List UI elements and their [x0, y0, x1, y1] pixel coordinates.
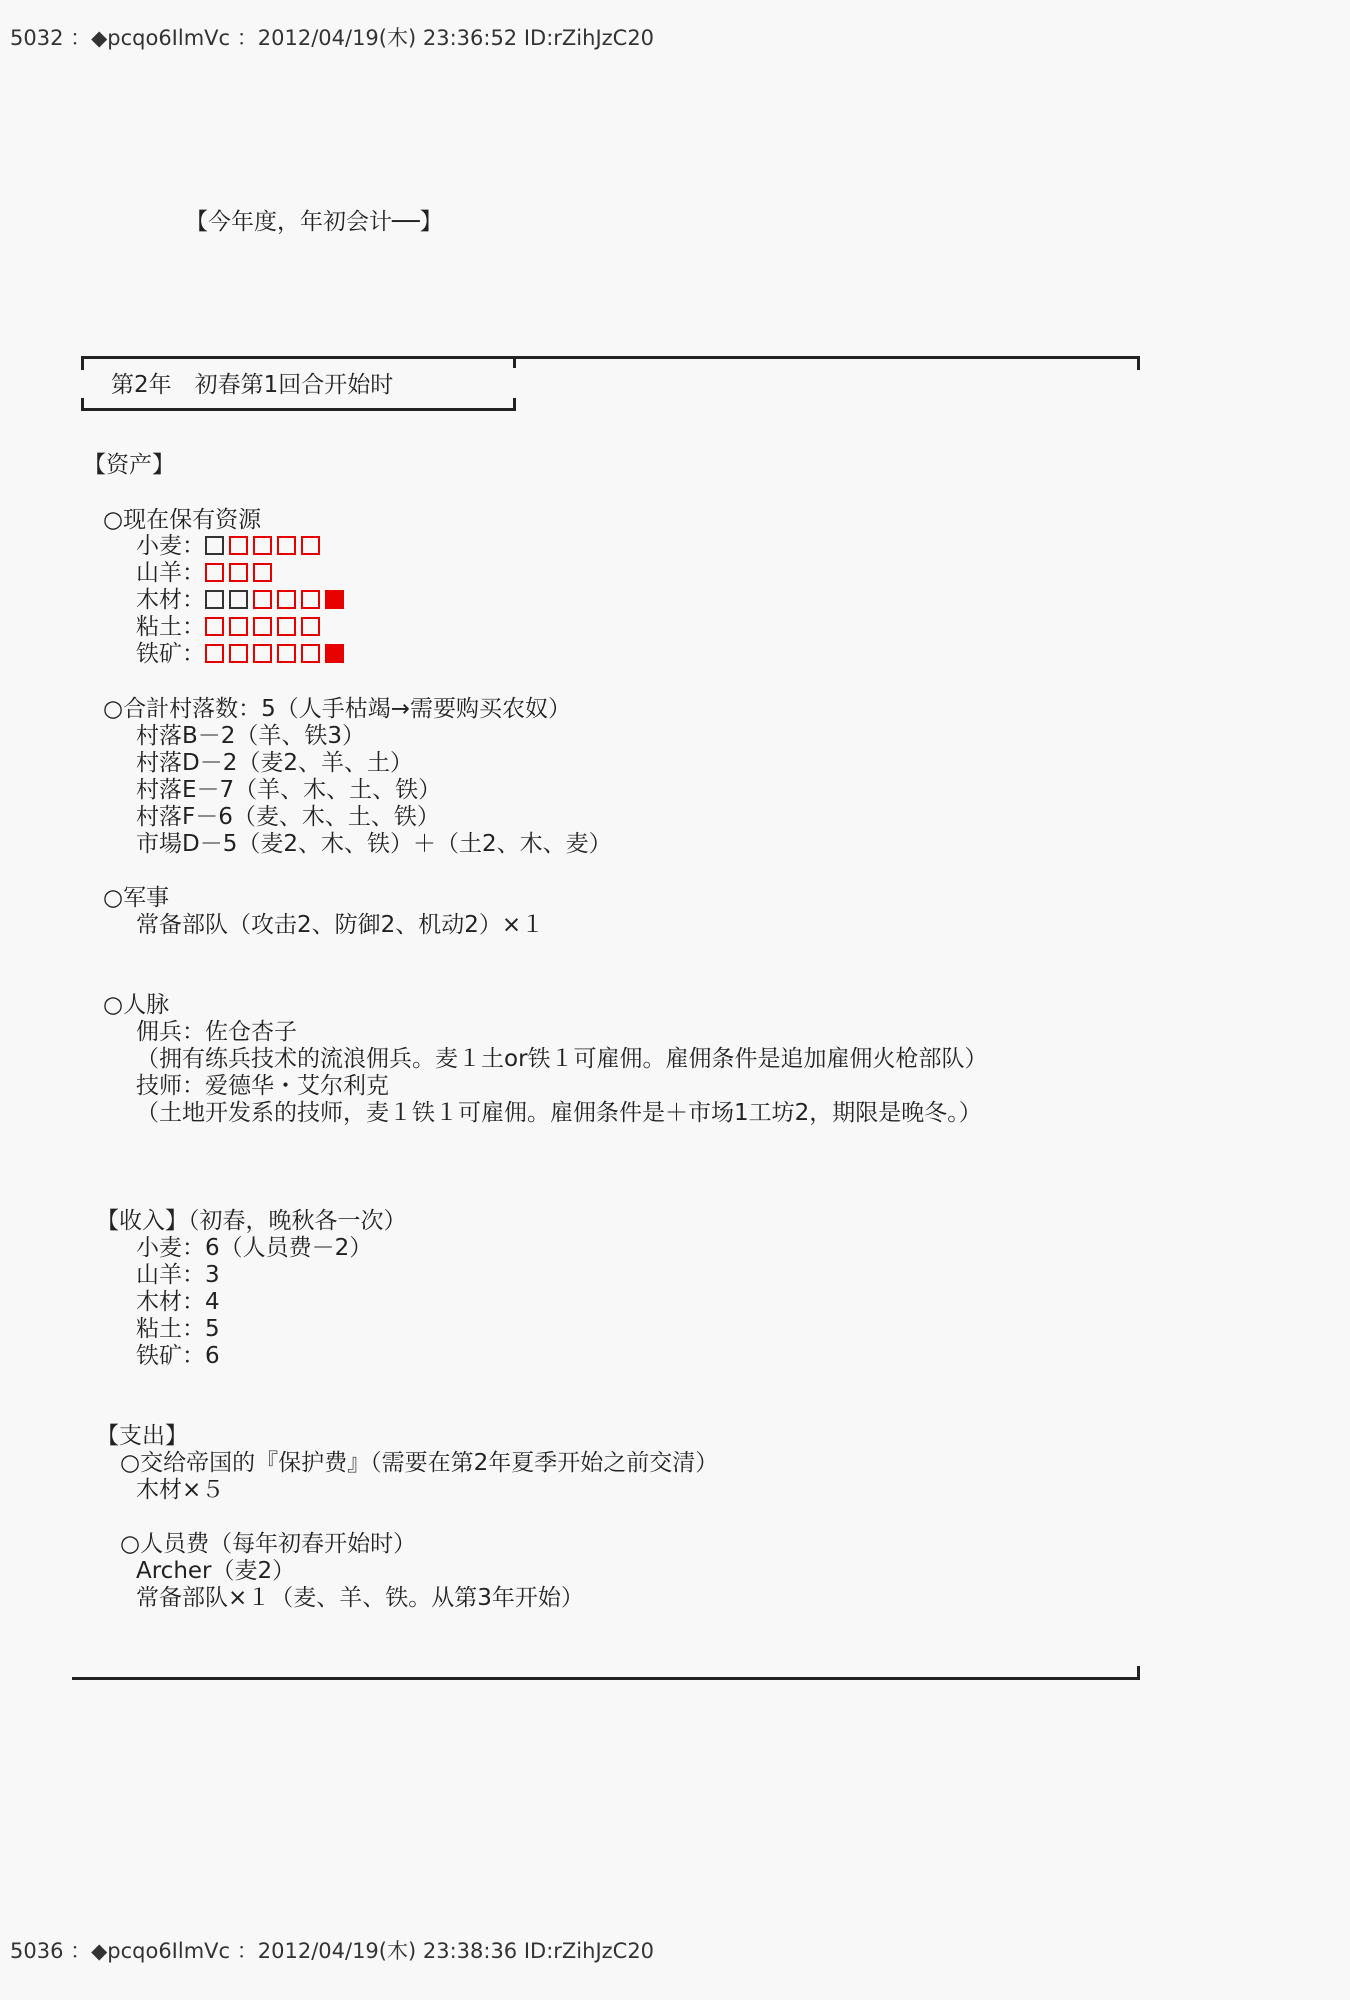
expenses-heading: 【支出】: [96, 1423, 188, 1449]
market-item: 市場D－5（麦2、木、铁）＋（土2、木、麦）: [136, 831, 612, 857]
resource-boxes: [205, 643, 349, 670]
resource-label: 山羊：: [136, 560, 205, 586]
village-item: 村落D－2（麦2、羊、土）: [136, 750, 413, 776]
resource-box-red: [301, 617, 320, 636]
resource-boxes: [205, 535, 325, 562]
income-heading: 【收入】（初春，晚秋各一次）: [96, 1208, 407, 1234]
resource-boxes: [205, 562, 277, 589]
resource-row-clay: [136, 614, 325, 643]
income-item: 粘土：5: [136, 1316, 220, 1342]
protection-fee-item: 木材×５: [136, 1477, 225, 1503]
resource-box-red: [253, 644, 272, 663]
protection-fee-heading: ○交给帝国的『保护费』（需要在第2年夏季开始之前交清）: [120, 1450, 719, 1476]
personnel-item: Archer（麦2）: [136, 1558, 296, 1584]
resource-box-red: [229, 536, 248, 555]
resource-label: 木材：: [136, 587, 205, 613]
military-heading: ○军事: [103, 885, 170, 911]
resource-box-empty: [205, 590, 224, 609]
contact-item: 技师：爱德华・艾尔利克: [136, 1073, 389, 1099]
title-box-bottom-line: [81, 408, 516, 411]
village-item: 村落F－6（麦、木、土、铁）: [136, 804, 440, 830]
frame-top-right-tick: [1137, 356, 1140, 370]
intro-title: 【今年度，年初会计──】: [185, 209, 443, 235]
village-item: 村落E－7（羊、木、土、铁）: [136, 777, 442, 803]
personnel-item: 常备部队×１（麦、羊、铁。从第3年开始）: [136, 1585, 584, 1611]
resource-box-filled: [325, 590, 344, 609]
title-box-bottom-left-tick: [81, 398, 84, 411]
resource-row-iron: [136, 641, 349, 670]
resource-boxes: [205, 589, 349, 616]
resource-label: 铁矿：: [136, 641, 205, 667]
resource-box-empty: [229, 590, 248, 609]
resource-box-red: [301, 590, 320, 609]
income-item: 山羊：3: [136, 1262, 220, 1288]
resource-box-red: [277, 644, 296, 663]
resource-box-filled: [325, 644, 344, 663]
military-item: 常备部队（攻击2、防御2、机动2）×１: [136, 912, 545, 938]
resource-row-wood: [136, 587, 349, 616]
resource-box-red: [253, 617, 272, 636]
title-box-bottom-right-tick: [513, 398, 516, 411]
resource-box-red: [229, 617, 248, 636]
income-item: 小麦：6（人员费－2）: [136, 1235, 373, 1261]
post-header-bottom: 5036 ：◆pcqo6IlmVc ：2012/04/19(木) 23:38:36 ID:rZihJzC20: [10, 1939, 655, 1963]
resource-box-red: [277, 536, 296, 555]
resource-boxes: [205, 616, 325, 643]
resource-box-empty: [205, 536, 224, 555]
resource-box-red: [253, 536, 272, 555]
resource-box-red: [301, 644, 320, 663]
resources-heading: ○现在保有资源: [103, 507, 262, 533]
resource-box-red: [205, 617, 224, 636]
personnel-heading: ○人员费（每年初春开始时）: [120, 1531, 417, 1557]
title-box-top-tick: [513, 356, 516, 368]
village-item: 村落B－2（羊、铁3）: [136, 723, 366, 749]
resource-box-red: [229, 644, 248, 663]
resource-label: 粘土：: [136, 614, 205, 640]
frame-top-left-tick: [81, 356, 84, 370]
contact-note: （土地开发系的技师，麦１铁１可雇佣。雇佣条件是＋市场1工坊2，期限是晚冬。）: [136, 1100, 982, 1126]
resource-box-red: [277, 590, 296, 609]
resource-box-red: [253, 563, 272, 582]
frame-bottom-right-tick: [1137, 1666, 1140, 1680]
frame-top-line: [81, 356, 1140, 359]
contacts-heading: ○人脉: [103, 992, 170, 1018]
resource-box-red: [205, 563, 224, 582]
contact-note: （拥有练兵技术的流浪佣兵。麦１土or铁１可雇佣。雇佣条件是追加雇佣火枪部队）: [136, 1046, 988, 1072]
post-header-top: 5032 ：◆pcqo6IlmVc ：2012/04/19(木) 23:36:52 ID:rZihJzC20: [10, 26, 655, 50]
income-item: 铁矿：6: [136, 1343, 220, 1369]
assets-heading: 【资产】: [83, 452, 175, 478]
resource-box-red: [277, 617, 296, 636]
round-title: 第2年 初春第1回合开始时: [111, 372, 394, 398]
frame-bottom-line: [72, 1677, 1140, 1680]
villages-heading: ○合計村落数：5（人手枯竭→需要购买农奴）: [103, 696, 571, 722]
resource-row-wheat: [136, 533, 325, 562]
resource-box-red: [229, 563, 248, 582]
resource-box-red: [205, 644, 224, 663]
resource-box-red: [301, 536, 320, 555]
income-item: 木材：4: [136, 1289, 220, 1315]
contact-item: 佣兵：佐仓杏子: [136, 1019, 297, 1045]
resource-box-red: [253, 590, 272, 609]
resource-row-goat: [136, 560, 277, 589]
resource-label: 小麦：: [136, 533, 205, 559]
